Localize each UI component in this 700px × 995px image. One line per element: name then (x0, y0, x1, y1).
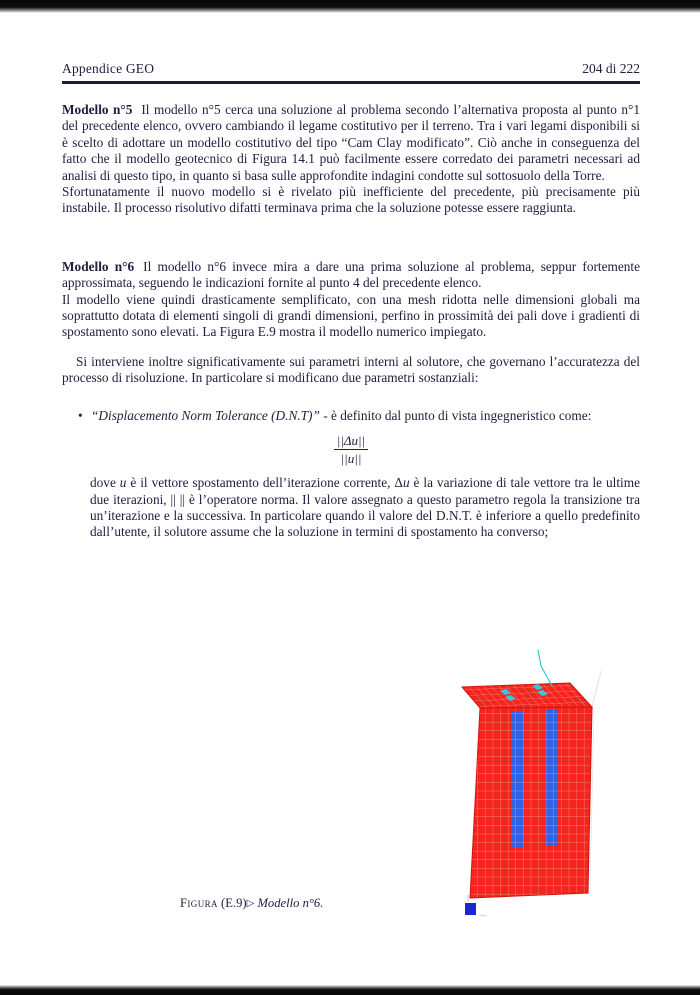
page-number: 204 di 222 (582, 61, 640, 76)
formula-denominator: ||u|| (340, 451, 362, 467)
bullet-quoted-term: “Displacemento Norm Tolerance (D.N.T)” (91, 407, 320, 423)
caption-label: Figura (180, 896, 218, 910)
scan-border-top (0, 0, 700, 13)
paragraph-solutore: Si interviene inoltre significativamente sui parametri interni al solutore, che governano l’accuratezza del processo di risoluzione. In particolare si modificano due parametri sostanziali: (62, 353, 640, 386)
paragraph-modello5-cont: Sfortunatamente il nuovo modello si è rivelato più inefficiente del precedente, più precisamente più instabile. Il processo risolutivo difatti terminava prima che la soluzione potesse essere raggiunta. (62, 184, 640, 216)
dove-t2: è il vettore spostamento dell’iterazione corrente, Δ (126, 475, 403, 491)
paragraph-modello6 (62, 259, 640, 292)
triad-origin-icon (465, 903, 476, 915)
header-rule (62, 81, 640, 84)
formula-numerator: ||Δu|| (334, 433, 368, 450)
figure-caption (180, 896, 323, 911)
running-header-title: Appendice GEO (62, 61, 155, 76)
mesh-model-graphic (440, 645, 675, 935)
page-body (62, 102, 640, 541)
dove-var-u: u (119, 475, 127, 491)
formula-dnt (334, 433, 368, 466)
triad-axis-line2 (479, 915, 487, 916)
scan-border-bottom (0, 985, 700, 995)
dove-t3: è la variazione di tale vettore tra le ultime due iterazioni, || || è l’operatore norma. Il valore assegnato a questo parametro regola la transizione tra un’iterazione e la successiva. In particolare quando il valore del D.N.T. è inferiore a quello predefinito dall’utente, il solutore assume che la soluzione in termini di spostamento ha converso; (90, 475, 641, 540)
faint-edge-line (592, 671, 601, 707)
paragraph-modello5 (62, 102, 640, 184)
bullet-item-dnt (78, 408, 640, 424)
paragraph-dove (90, 475, 640, 541)
caption-triangle-icon: ▷ (246, 898, 255, 909)
bullet-marker: • (78, 407, 83, 423)
bullet-text (91, 408, 640, 424)
modello5-heading: Modello n°5 (62, 102, 133, 117)
figure-e9-mesh-model (440, 645, 675, 935)
cyan-guideline (538, 650, 552, 686)
caption-title: Modello n°6. (254, 896, 324, 910)
modello6-text: Il modello n°6 invece mira a dare una prima soluzione al problema, seppur fortemente approssimata, seguendo le indicazioni fornite al punto 4 del precedente elenco. (62, 258, 640, 291)
dove-t1: dove (90, 475, 120, 491)
dove-var-u2: u (402, 475, 410, 491)
caption-ref: (E.9) (217, 896, 247, 910)
bullet-rest: - è definito dal punto di vista ingegneristico come: (319, 407, 592, 423)
mesh-front-grid (470, 707, 592, 898)
modello5-text: Il modello n°5 cerca una soluzione al problema secondo l’alternativa proposta al punto n°1 del precedente elenco, ovvero cambiando il legame costitutivo per il terreno. Tra i vari legami disponibili si è scelto di adottare un modello costitutivo del tipo “Cam Clay modificato”. Ciò anche in conseguenza del fatto che il modello geotecnico di Figura 14.1 può facilmente essere corredato dei parametri necessari ad analisi di questo tipo, in quanto si basa sulle approfondite indagini condotte sul sottosuolo della Torre. (62, 102, 640, 183)
modello6-heading: Modello n°6 (62, 258, 135, 274)
paragraph-modello6-cont: Il modello viene quindi drasticamente semplificato, con una mesh ridotta nelle dimensioni globali ma soprattutto dotata di elementi singoli di grandi dimensioni, perfino in prossimità dei pali dove i gradienti di spostamento sono elevati. La Figura E.9 mostra il modello numerico impiegato. (62, 291, 640, 340)
